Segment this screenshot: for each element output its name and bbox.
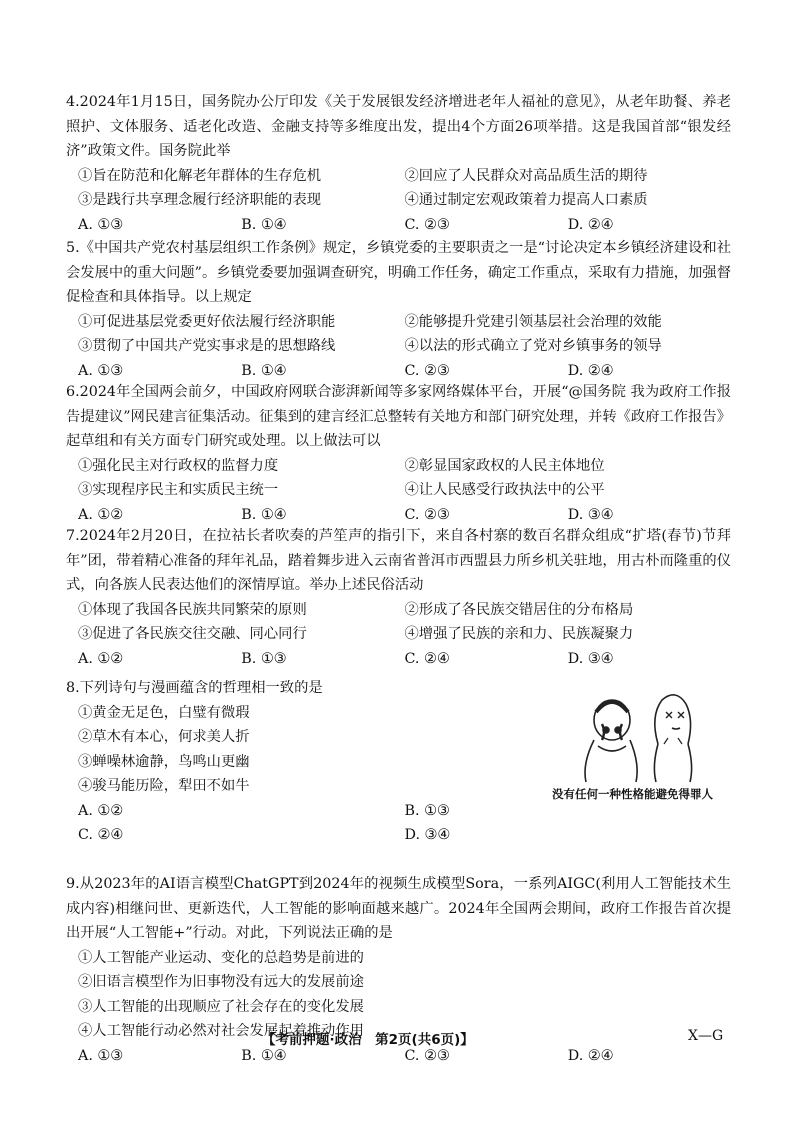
option: ②形成了各民族交错居住的分布格局 [404, 601, 634, 618]
choice: B. ①④ [241, 1047, 287, 1064]
option: ④人工智能行动必然对社会发展起着推动作用 [78, 1023, 364, 1039]
option: ②彰显国家政权的人民主体地位 [404, 457, 605, 474]
choice-row [66, 799, 731, 824]
choice: B. ①④ [241, 506, 287, 523]
option: ③促进了各民族交往交融、同心同行 [78, 626, 307, 642]
choice: C. ②③ [404, 1047, 450, 1064]
cartoon-illustration [572, 686, 712, 784]
choice: C. ②③ [404, 362, 450, 379]
option: ②回应了人民群众对高品质生活的期待 [404, 167, 648, 184]
option: ②能够提升党建引领基层社会治理的效能 [404, 313, 662, 330]
choice: D. ②④ [567, 362, 614, 379]
question-stem: 9.从2023年的AI语言模型ChatGPT到2024年的视频生成模型Sora，一系列AIGC(利用人工智能技术生成内容)相继问世、更新迭代，人工智能的影响面越来越广。2024年全国两会期间，政府工作报告首次提出开展“人工智能+”行动。对此，下列说法正确的是 [66, 876, 731, 941]
question-7 [66, 524, 731, 671]
option: ③是践行共享理念履行经济职能的表现 [78, 192, 322, 208]
choice-row [66, 823, 731, 848]
option: ④通过制定宏观政策着力提高人口素质 [404, 192, 648, 208]
choice-row [66, 213, 731, 238]
option: ①强化民主对行政权的监督力度 [78, 457, 279, 474]
option-row [66, 478, 731, 503]
choice: D. ③④ [404, 827, 451, 843]
option-row [66, 188, 731, 213]
choice: D. ②④ [567, 216, 614, 233]
choice: D. ③④ [567, 650, 614, 667]
choice: B. ①③ [241, 650, 287, 667]
page-footer [0, 1028, 794, 1052]
cartoon-figure-left [585, 700, 637, 782]
cartoon-caption: 没有任何一种性格能避免得罪人 [552, 787, 713, 801]
choice: A. ①② [78, 506, 124, 523]
choice: A. ①② [78, 650, 124, 667]
option: ④以法的形式确立了党对乡镇事务的领导 [404, 338, 662, 354]
question-5 [66, 236, 731, 383]
option: ③实现程序民主和实质民主统一 [78, 482, 279, 498]
question-6 [66, 380, 731, 527]
question-stem: 7.2024年2月20日，在拉祜长者吹奏的芦笙声的指引下，来自各村寨的数百名群众组成“扩塔(春节)节拜年”团，带着精心准备的拜年礼品，踏着舞步进入云南省普洱市西盟县力所乡机关驻地，用古朴而隆重的仪式，向各族人民表达他们的深情厚谊。举办上述民俗活动 [66, 528, 731, 593]
option-row [66, 164, 731, 189]
option: ①体现了我国各民族共同繁荣的原则 [78, 601, 307, 618]
footer-code: X—G [688, 1028, 724, 1044]
option-row [66, 598, 731, 623]
option: ②草木有本心，何求美人折 [78, 729, 250, 745]
choice: A. ①③ [78, 362, 124, 379]
choice: C. ②④ [404, 650, 450, 667]
question-stem: 8.下列诗句与漫画蕴含的哲理相一致的是 [66, 680, 323, 696]
option-row [66, 334, 731, 359]
question-stem: 6.2024年全国两会前夕，中国政府网联合澎湃新闻等多家网络媒体平台，开展“@国务院 我为政府工作报告提建议”网民建言征集活动。征集到的建言经汇总整转有关地方和部门研究处理，并转《政府工作报告》起草组和有关方面专门研究或处理。以上做法可以 [66, 384, 731, 449]
option: ④让人民感受行政执法中的公平 [404, 482, 605, 498]
choice: B. ①③ [404, 802, 450, 819]
option: ①可促进基层党委更好依法履行经济职能 [78, 313, 336, 330]
cartoon-figure-right [654, 695, 691, 782]
choice: A. ①③ [78, 216, 124, 233]
option: ③人工智能的出现顺应了社会存在的变化发展 [78, 998, 364, 1015]
option: ④骏马能历险，犁田不如牛 [78, 778, 250, 794]
choice: C. ②③ [404, 216, 450, 233]
option: ③蝉噪林逾静，鸟鸣山更幽 [78, 753, 250, 770]
question-4 [66, 90, 731, 237]
option-row [66, 454, 731, 479]
option-row [66, 622, 731, 647]
choice-row [66, 647, 731, 672]
choice: C. ②④ [78, 827, 124, 843]
question-stem: 4.2024年1月15日，国务院办公厅印发《关于发展银发经济增进老年人福祉的意见》，从老年助餐、养老照护、文体服务、适老化改造、金融支持等多维度出发，提出4个方面26项举措。这是我国首部“银发经济”政策文件。国务院此举 [66, 94, 731, 159]
option: ③贯彻了中国共产党实事求是的思想路线 [78, 338, 336, 354]
question-stem: 5.《中国共产党农村基层组织工作条例》规定，乡镇党委的主要职责之一是“讨论决定本乡镇经济建设和社会发展中的重大问题”。乡镇党委要加强调查研究，明确工作任务，确定工作重点，采取有力措施，加强督促检查和具体指导。以上规定 [66, 240, 731, 305]
choice: C. ②③ [404, 506, 450, 523]
option: ①黄金无足色，白璧有微瑕 [78, 704, 250, 721]
option: ②旧语言模型作为旧事物没有远大的发展前途 [78, 974, 364, 990]
option: ①人工智能产业运动、变化的总趋势是前进的 [78, 949, 364, 966]
choice: A. ①③ [78, 1047, 124, 1064]
option: ①旨在防范和化解老年群体的生存危机 [78, 167, 322, 184]
choice: D. ③④ [567, 506, 614, 523]
choice: B. ①④ [241, 362, 287, 379]
option-row [66, 310, 731, 335]
choice: B. ①④ [241, 216, 287, 233]
choice: A. ①② [78, 802, 124, 819]
option: ④增强了民族的亲和力、民族凝聚力 [404, 626, 634, 642]
choice: D. ②④ [567, 1047, 614, 1064]
footer-page-label: 【考前押题·政治 第2页(共6页)】 [262, 1032, 474, 1048]
